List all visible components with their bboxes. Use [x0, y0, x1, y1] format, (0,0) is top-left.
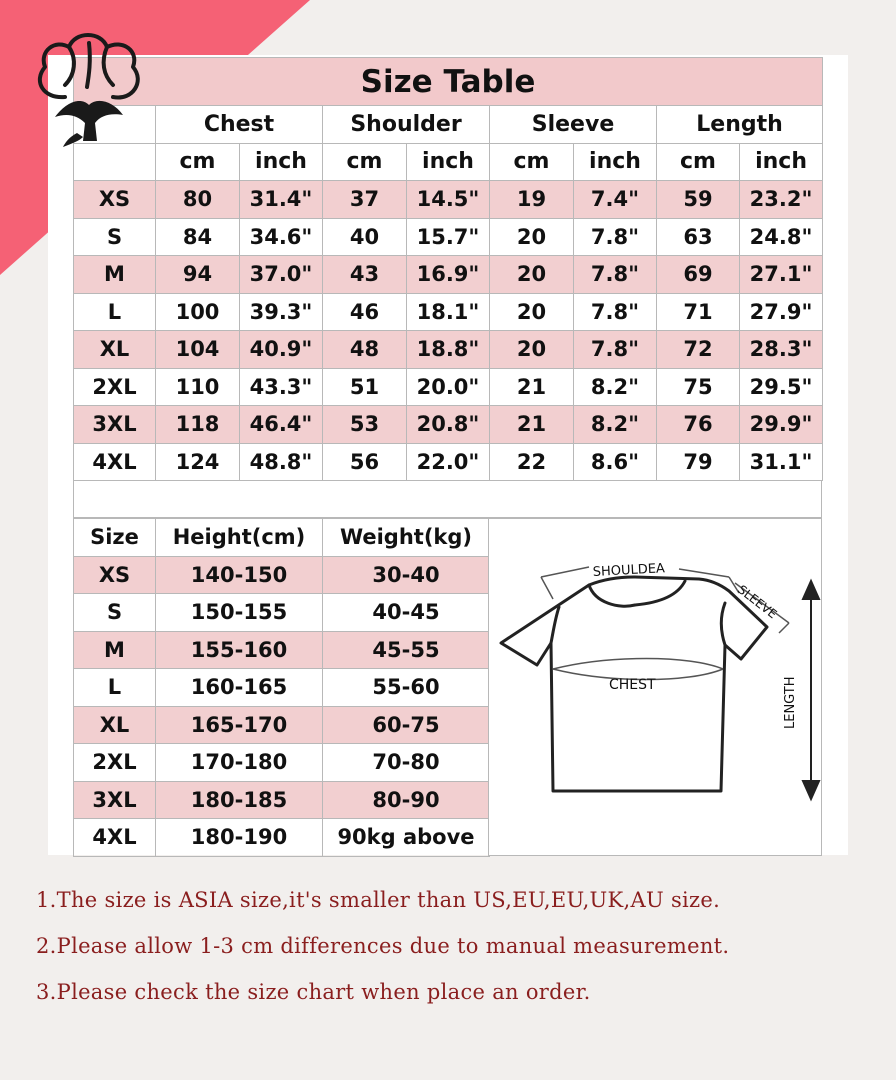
height-cell: 140-150	[156, 556, 323, 594]
value-cell: 104	[156, 331, 240, 369]
unit-header-inch: inch	[407, 143, 490, 181]
value-cell: 53	[323, 406, 407, 444]
value-cell: 20	[490, 256, 574, 294]
value-cell: 20.8"	[407, 406, 490, 444]
note-1: 1.The size is ASIA size,it's smaller than US,EU,EU,UK,AU size.	[36, 888, 721, 912]
measurement-diagram	[488, 518, 822, 856]
table-row	[74, 181, 823, 219]
value-cell: 20	[490, 331, 574, 369]
label-chest: CHEST	[609, 677, 656, 693]
height-cell: 170-180	[156, 744, 323, 782]
value-cell: 37	[323, 181, 407, 219]
value-cell: 8.2"	[574, 368, 657, 406]
size-cell: 3XL	[74, 406, 156, 444]
value-cell: 80	[156, 181, 240, 219]
size-cell: S	[74, 594, 156, 632]
value-cell: 20	[490, 218, 574, 256]
value-cell: 18.1"	[407, 293, 490, 331]
value-cell: 79	[657, 443, 740, 481]
value-cell: 31.1"	[740, 443, 823, 481]
value-cell: 28.3"	[740, 331, 823, 369]
value-cell: 40	[323, 218, 407, 256]
value-cell: 76	[657, 406, 740, 444]
value-cell: 37.0"	[240, 256, 323, 294]
value-cell: 71	[657, 293, 740, 331]
table-row	[74, 669, 490, 707]
header-sleeve: Sleeve	[490, 106, 657, 144]
size-cell: XS	[74, 556, 156, 594]
value-cell: 7.8"	[574, 218, 657, 256]
value-cell: 48.8"	[240, 443, 323, 481]
size-cell: M	[74, 631, 156, 669]
size-cell: 2XL	[74, 368, 156, 406]
value-cell: 21	[490, 368, 574, 406]
measurement-table	[73, 57, 823, 481]
table-row	[74, 706, 490, 744]
size-cell: XS	[74, 181, 156, 219]
weight-cell: 90kg above	[323, 819, 490, 857]
weight-cell: 45-55	[323, 631, 490, 669]
size-cell: 3XL	[74, 781, 156, 819]
table-row	[74, 368, 823, 406]
unit-header-cm: cm	[490, 143, 574, 181]
table-title: Size Table	[74, 58, 823, 106]
value-cell: 8.6"	[574, 443, 657, 481]
unit-header-inch: inch	[240, 143, 323, 181]
unit-header-cm: cm	[156, 143, 240, 181]
table-row	[74, 331, 823, 369]
value-cell: 46.4"	[240, 406, 323, 444]
unit-header-cm: cm	[657, 143, 740, 181]
weight-cell: 40-45	[323, 594, 490, 632]
value-cell: 100	[156, 293, 240, 331]
table-row	[74, 406, 823, 444]
label-shoulder: SHOULDEA	[592, 561, 666, 580]
size-cell: XL	[74, 331, 156, 369]
header-height: Height(cm)	[156, 519, 323, 557]
value-cell: 21	[490, 406, 574, 444]
height-cell: 160-165	[156, 669, 323, 707]
value-cell: 72	[657, 331, 740, 369]
value-cell: 51	[323, 368, 407, 406]
size-cell: L	[74, 293, 156, 331]
weight-cell: 55-60	[323, 669, 490, 707]
value-cell: 19	[490, 181, 574, 219]
value-cell: 16.9"	[407, 256, 490, 294]
header-shoulder: Shoulder	[323, 106, 490, 144]
value-cell: 34.6"	[240, 218, 323, 256]
unit-header-cm: cm	[323, 143, 407, 181]
value-cell: 75	[657, 368, 740, 406]
value-cell: 27.9"	[740, 293, 823, 331]
value-cell: 124	[156, 443, 240, 481]
height-cell: 165-170	[156, 706, 323, 744]
value-cell: 84	[156, 218, 240, 256]
header-chest: Chest	[156, 106, 323, 144]
t-shirt-diagram-icon	[489, 519, 823, 857]
table-row	[74, 631, 490, 669]
value-cell: 23.2"	[740, 181, 823, 219]
height-cell: 155-160	[156, 631, 323, 669]
value-cell: 56	[323, 443, 407, 481]
weight-cell: 80-90	[323, 781, 490, 819]
value-cell: 18.8"	[407, 331, 490, 369]
value-cell: 8.2"	[574, 406, 657, 444]
value-cell: 29.5"	[740, 368, 823, 406]
header-size: Size	[74, 519, 156, 557]
value-cell: 110	[156, 368, 240, 406]
weight-cell: 30-40	[323, 556, 490, 594]
value-cell: 22	[490, 443, 574, 481]
size-cell: 4XL	[74, 443, 156, 481]
value-cell: 15.7"	[407, 218, 490, 256]
value-cell: 7.8"	[574, 256, 657, 294]
table-row	[74, 443, 823, 481]
value-cell: 7.8"	[574, 293, 657, 331]
unit-header-inch: inch	[574, 143, 657, 181]
value-cell: 46	[323, 293, 407, 331]
value-cell: 59	[657, 181, 740, 219]
size-notes	[36, 888, 886, 1026]
note-3: 3.Please check the size chart when place an order.	[36, 980, 591, 1004]
height-cell: 180-190	[156, 819, 323, 857]
table-spacer-row	[73, 481, 822, 518]
value-cell: 31.4"	[240, 181, 323, 219]
value-cell: 14.5"	[407, 181, 490, 219]
table-row	[74, 594, 490, 632]
value-cell: 63	[657, 218, 740, 256]
value-cell: 40.9"	[240, 331, 323, 369]
size-cell: 2XL	[74, 744, 156, 782]
table-row	[74, 256, 823, 294]
height-cell: 180-185	[156, 781, 323, 819]
height-cell: 150-155	[156, 594, 323, 632]
value-cell: 24.8"	[740, 218, 823, 256]
cotton-flower-logo-icon	[25, 25, 155, 150]
table-row	[74, 293, 823, 331]
value-cell: 29.9"	[740, 406, 823, 444]
label-sleeve: SLEEVE	[735, 582, 780, 622]
value-cell: 43.3"	[240, 368, 323, 406]
table-row	[74, 556, 490, 594]
value-cell: 39.3"	[240, 293, 323, 331]
size-cell: L	[74, 669, 156, 707]
value-cell: 69	[657, 256, 740, 294]
note-2: 2.Please allow 1-3 cm differences due to manual measurement.	[36, 934, 730, 958]
table-row	[74, 819, 490, 857]
value-cell: 48	[323, 331, 407, 369]
value-cell: 7.8"	[574, 331, 657, 369]
value-cell: 20	[490, 293, 574, 331]
size-cell: XL	[74, 706, 156, 744]
header-length: Length	[657, 106, 823, 144]
unit-header-inch: inch	[740, 143, 823, 181]
value-cell: 118	[156, 406, 240, 444]
label-length: LENGTH	[783, 676, 798, 729]
value-cell: 20.0"	[407, 368, 490, 406]
value-cell: 27.1"	[740, 256, 823, 294]
size-cell: 4XL	[74, 819, 156, 857]
header-weight: Weight(kg)	[323, 519, 490, 557]
height-weight-table	[73, 518, 490, 857]
table-row	[74, 781, 490, 819]
value-cell: 43	[323, 256, 407, 294]
value-cell: 94	[156, 256, 240, 294]
size-cell: M	[74, 256, 156, 294]
table-row	[74, 744, 490, 782]
weight-cell: 70-80	[323, 744, 490, 782]
value-cell: 22.0"	[407, 443, 490, 481]
value-cell: 7.4"	[574, 181, 657, 219]
weight-cell: 60-75	[323, 706, 490, 744]
table-row	[74, 218, 823, 256]
size-cell: S	[74, 218, 156, 256]
